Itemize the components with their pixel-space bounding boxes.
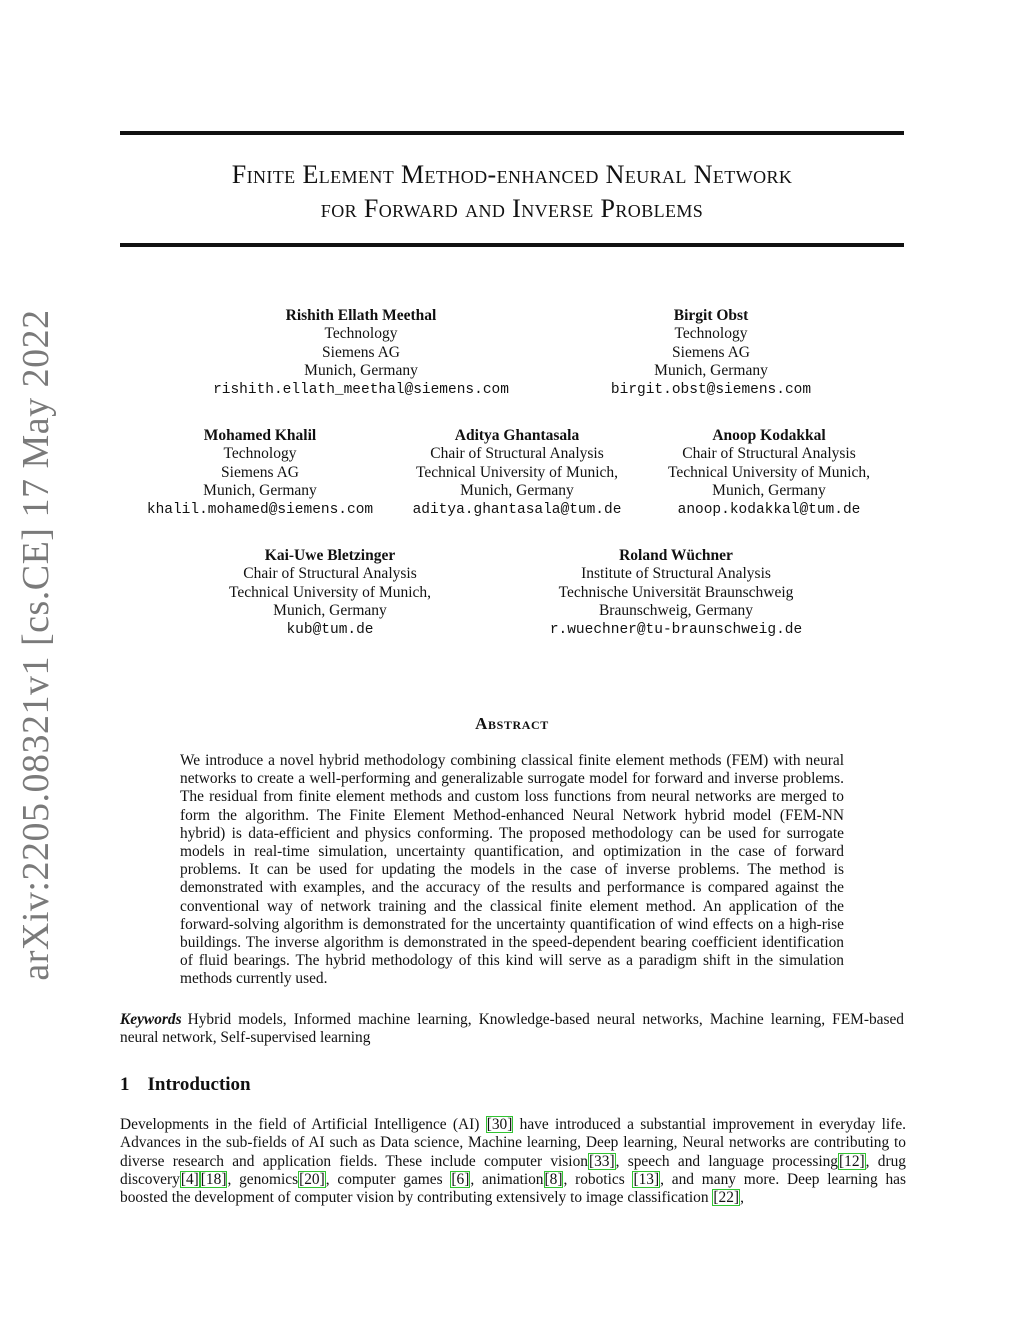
paper-title [120,158,904,226]
keywords-label: Keywords [120,1011,182,1028]
title-rule-top [120,131,904,135]
citation-link[interactable]: [33] [588,1152,615,1170]
author-name: Anoop Kodakkal [712,427,826,444]
intro-text: , [740,1189,744,1207]
intro-text: have introduced a substantial improvement in everyday life. Advances in the sub-fields of AI such as Data science, Machine learning, Deep learning, Neural networks are contributing to diverse research and application fields. These include computer vision [120,1116,906,1170]
author-affiliation-line: Institute of Structural Analysis [581,565,771,583]
arxiv-identifier: arXiv:2205.08321v1 [cs.CE] 17 May 2022 [15,309,57,981]
abstract-body: We introduce a novel hybrid methodology combining classical finite element methods (FEM) with neural networks to create a well-performing and generalizable surrogate model for forward and inverse problems. The residual from finite element methods and custom loss functions from neural networks are merged to form the algorithm. The Finite Element Method-enhanced Neural Network hybrid model (FEM-NN hybrid) is data-efficient and physics conforming. The proposed methodology can be used for surrogate models in real-time simulation, uncertainty quantification, and optimization in the case of forward problems. It can be used for updating the models in the case of inverse problems. The method is demonstrated with examples, and the accuracy of the results and performance is compared against the conventional way of network training and the classical finite element method. An application of the forward-solving algorithm is demonstrated for the uncertainty quantification of wind effects on a high-rise buildings. The inverse algorithm is demonstrated in the speed-dependent bearing coefficient identification of fluid bearings. The hybrid methodology of this kind will serve as a paradigm shift in the simulation methods currently used. [180,752,844,988]
intro-text: , computer games [325,1170,451,1188]
author-affiliation-line: Siemens AG [322,343,400,361]
author-email[interactable]: birgit.obst@siemens.com [610,381,812,398]
author-block [413,427,622,519]
author-email[interactable]: kub@tum.de [286,621,374,638]
author-affiliation-line: Technology [674,325,748,343]
author-name: Aditya Ghantasala [454,427,580,444]
author-email[interactable]: anoop.kodakkal@tum.de [677,501,861,518]
author-affiliation-line: Chair of Structural Analysis [430,445,604,463]
citation-link[interactable]: [6] [451,1170,470,1188]
author-email[interactable]: r.wuechner@tu-braunschweig.de [549,621,803,638]
section-number: 1 [120,1074,130,1095]
author-affiliation-line: Munich, Germany [304,362,418,380]
author-name: Kai-Uwe Bletzinger [264,547,396,564]
author-block [668,427,870,519]
author-block [213,307,509,399]
author-affiliation-line: Siemens AG [221,463,299,481]
author-email[interactable]: aditya.ghantasala@tum.de [412,501,622,518]
intro-text: Developments in the field of Artificial Intelligence (AI) [120,1116,486,1133]
author-affiliation-line: Chair of Structural Analysis [243,565,417,583]
author-block [229,547,431,639]
author-affiliation-line: Technical University of Munich, [667,463,871,481]
section-heading [120,1074,251,1096]
title-line-2: for Forward and Inverse Problems [320,194,704,223]
intro-text: , animation [470,1170,544,1188]
author-block [550,547,802,639]
author-affiliation-line: Siemens AG [672,343,750,361]
author-name: Birgit Obst [673,307,749,324]
section-title: Introduction [147,1074,251,1095]
title-rule-bottom [120,243,904,247]
citation-link[interactable]: [13] [633,1170,660,1188]
keywords-block [120,1011,904,1047]
citation-link[interactable]: [20] [299,1170,325,1188]
author-block [147,427,373,519]
title-line-1: Finite Element Method-enhanced Neural Network [231,160,793,189]
author-affiliation-line: Technische Universität Braunschweig [558,583,794,601]
author-affiliation-line: Technology [223,445,297,463]
author-affiliation-line: Munich, Germany [203,482,317,500]
author-affiliation-line: Braunschweig, Germany [598,602,754,620]
citation-link[interactable]: [22] [713,1189,740,1207]
introduction-paragraph [120,1116,906,1207]
author-affiliation-line: Munich, Germany [460,482,574,500]
author-affiliation-line: Technical University of Munich, [228,583,432,601]
intro-text: , speech and language processing [615,1152,838,1170]
citation-link[interactable]: [30] [486,1116,513,1133]
author-name: Mohamed Khalil [203,427,317,444]
citation-link[interactable]: [12] [839,1152,865,1170]
author-affiliation-line: Technical University of Munich, [415,463,619,481]
author-affiliation-line: Munich, Germany [712,482,826,500]
citation-link[interactable]: [4] [180,1170,199,1188]
author-block [611,307,811,399]
author-name: Rishith Ellath Meethal [285,307,437,324]
intro-text: , and many more. Deep learning has boosted the development of computer vision by contributing extensively to image classification [120,1170,906,1207]
citation-link[interactable]: [18] [200,1170,227,1188]
author-affiliation-line: Technology [324,325,398,343]
intro-text: , drug discovery [120,1152,906,1188]
keywords-text: Hybrid models, Informed machine learning, Knowledge-based neural networks, Machine learning, FEM-based neural network, Self-supervised learning [120,1011,904,1047]
author-affiliation-line: Munich, Germany [654,362,768,380]
abstract-heading: Abstract [475,714,549,733]
intro-text: , genomics [227,1170,299,1188]
citation-link[interactable]: [8] [544,1170,563,1188]
intro-text: , robotics [563,1170,633,1188]
author-affiliation-line: Munich, Germany [273,602,387,620]
author-affiliation-line: Chair of Structural Analysis [682,445,856,463]
author-email[interactable]: khalil.mohamed@siemens.com [146,501,374,518]
author-name: Roland Wüchner [619,547,733,564]
author-email[interactable]: rishith.ellath_meethal@siemens.com [213,381,509,398]
